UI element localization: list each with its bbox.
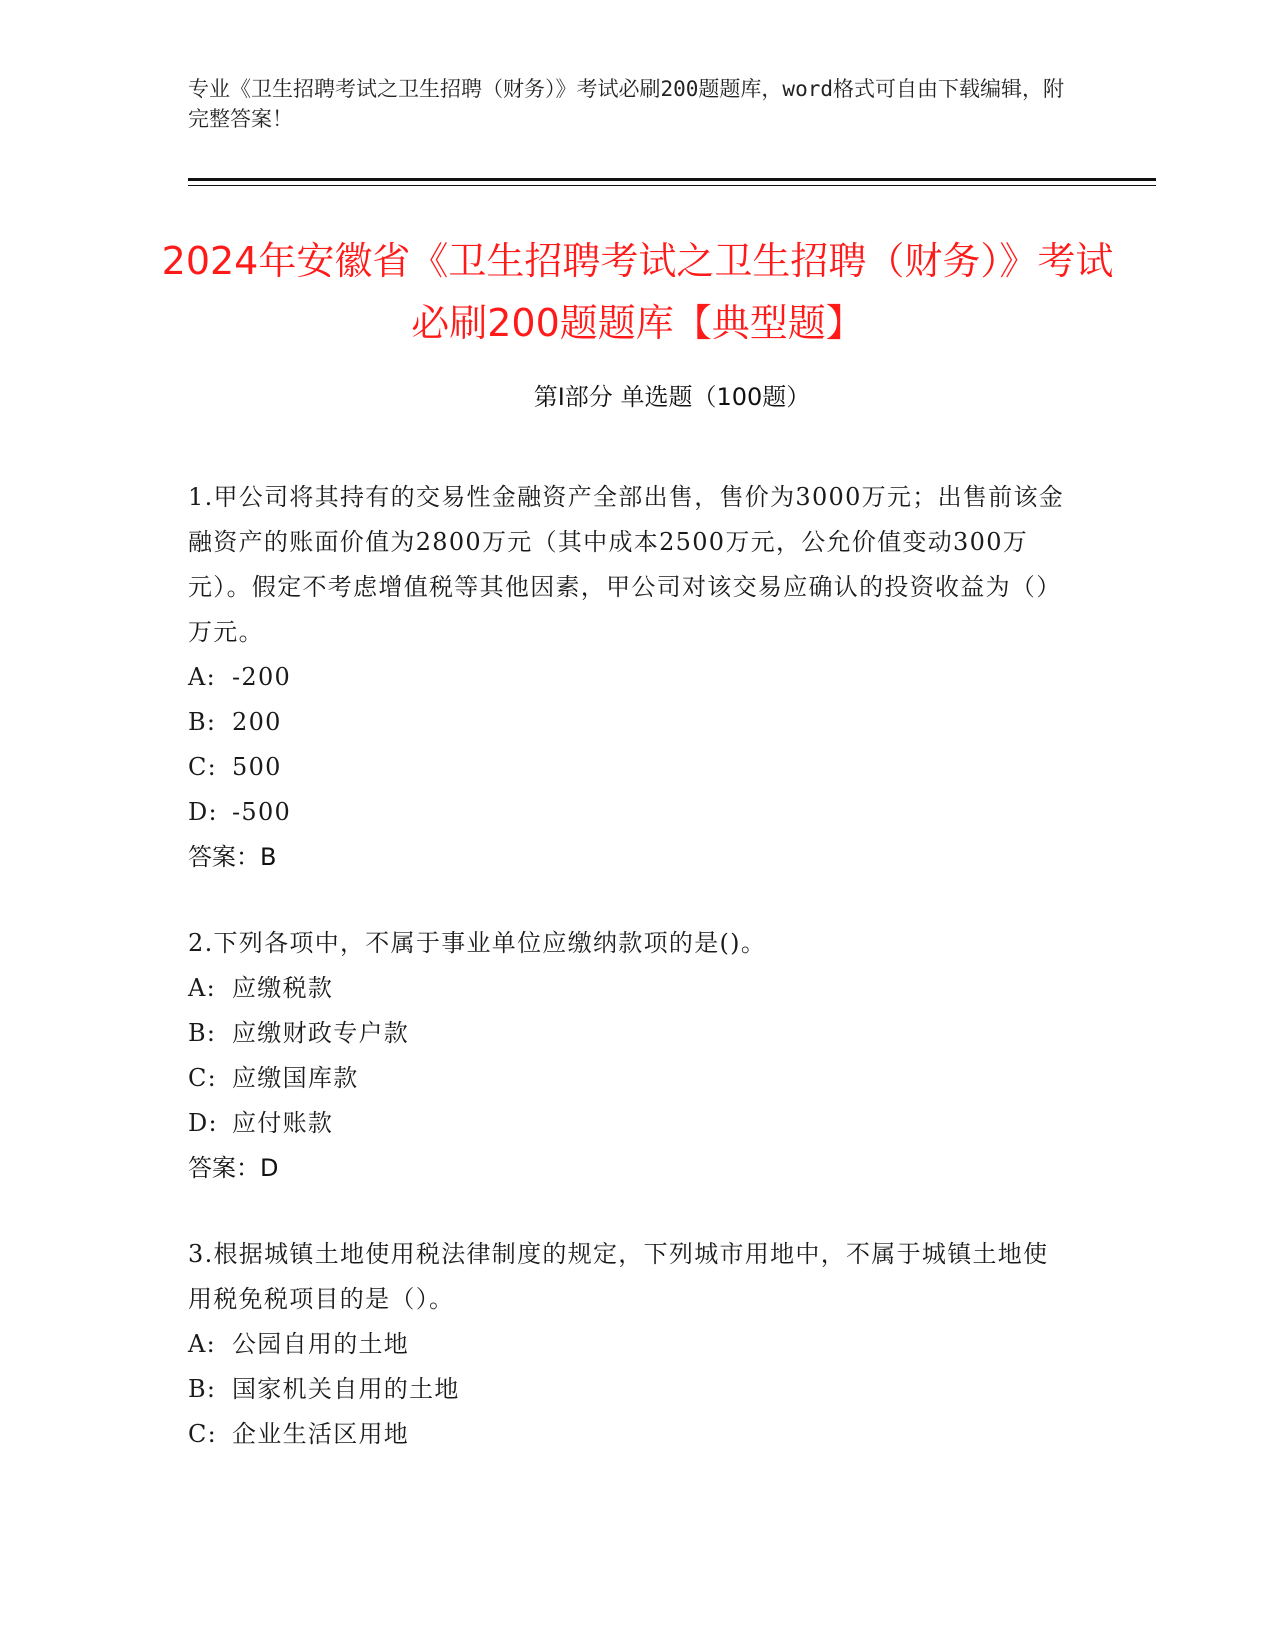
option-a [188,655,1068,700]
option-text: 应缴财政专户款 [232,1019,410,1047]
document-title: 2024年安徽省《卫生招聘考试之卫生招聘（财务）》考试必刷200题题库【典型题】 [161,239,1114,345]
question-stem: 3.根据城镇土地使用税法律制度的规定，下列城市用地中，不属于城镇土地使用税免税项目的是（）。 [188,1240,1049,1313]
option-letter: C: [188,753,218,781]
option-c [188,1056,1068,1101]
option-a [188,966,1068,1011]
question-1 [188,475,1068,880]
option-text: -500 [232,798,292,826]
header-divider-thin [188,185,1156,186]
option-b [188,1011,1068,1056]
header-divider-thick [188,178,1156,181]
option-letter: A: [188,1330,217,1358]
question-stem: 2.下列各项中，不属于事业单位应缴纳款项的是()。 [188,929,767,957]
answer-line: 答案：D [188,1154,279,1182]
option-letter: D: [188,798,218,826]
question-3 [188,1232,1068,1457]
option-letter: C: [188,1064,218,1092]
question-list [188,475,1068,1498]
option-letter: B: [188,708,217,736]
option-text: 公园自用的土地 [232,1330,410,1358]
header-note: 专业《卫生招聘考试之卫生招聘（财务）》考试必刷200题题库，word格式可自由下载编辑，附完整答案！ [188,77,1064,131]
option-letter: A: [188,974,217,1002]
question-stem: 1.甲公司将其持有的交易性金融资产全部出售，售价为3000万元；出售前该金融资产的账面价值为2800万元（其中成本2500万元，公允价值变动300万元）。假定不考虑增值税等其他因素，甲公司对该交易应确认的投资收益为（）万元。 [188,483,1065,646]
option-letter: B: [188,1019,217,1047]
option-text: -200 [232,663,292,691]
option-c [188,745,1068,790]
option-text: 应缴税款 [232,974,334,1002]
option-text: 200 [232,708,282,736]
option-letter: C: [188,1420,218,1448]
answer-line: 答案：B [188,843,277,871]
option-text: 国家机关自用的土地 [232,1375,460,1403]
option-letter: B: [188,1375,217,1403]
option-letter: D: [188,1109,218,1137]
option-d [188,790,1068,835]
section-heading: 第I部分 单选题（100题） [533,383,811,411]
option-text: 应缴国库款 [232,1064,359,1092]
option-c [188,1412,1068,1457]
option-d [188,1101,1068,1146]
option-a [188,1322,1068,1367]
option-b [188,700,1068,745]
option-text: 企业生活区用地 [232,1420,410,1448]
option-letter: A: [188,663,217,691]
option-text: 应付账款 [232,1109,334,1137]
option-b [188,1367,1068,1412]
question-2 [188,921,1068,1191]
option-text: 500 [232,753,282,781]
